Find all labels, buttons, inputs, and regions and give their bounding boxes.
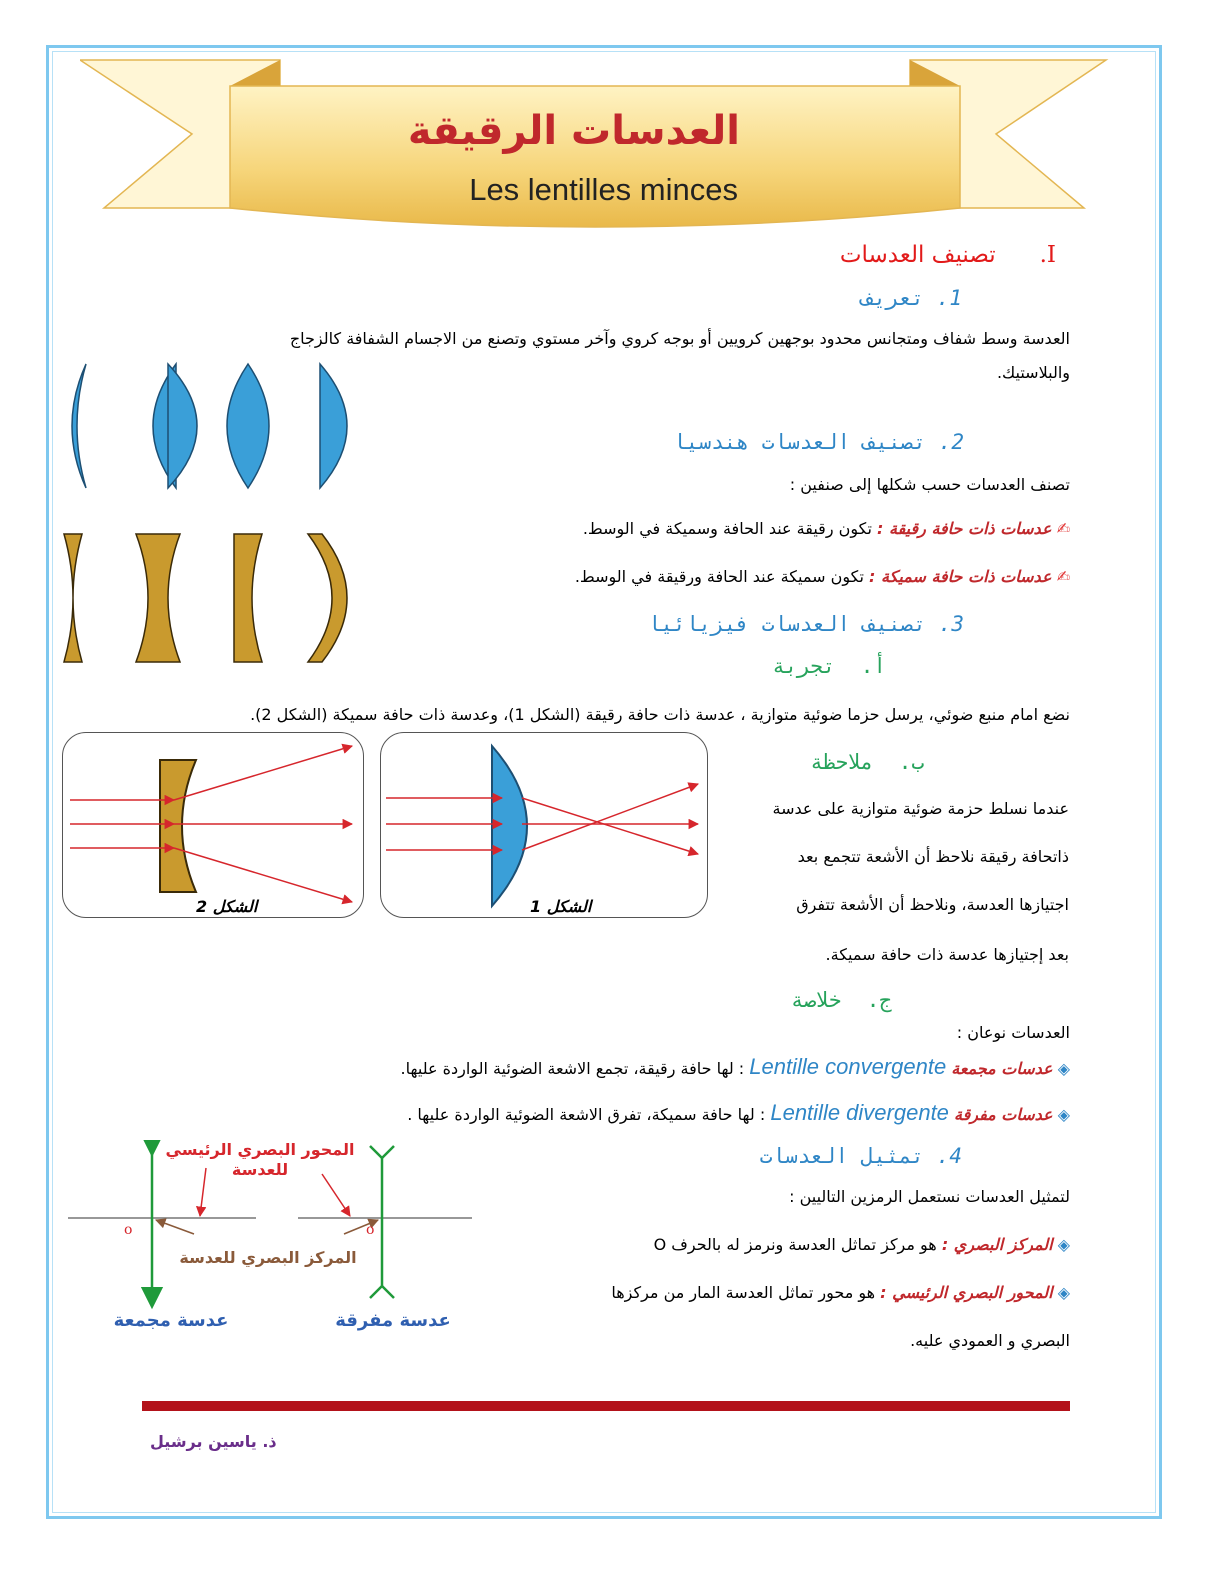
bullet-text: تكون سميكة عند الحافة ورقيقة في الوسط. xyxy=(574,567,869,586)
representation-intro: لتمثيل العدسات نستعمل الرمزين التاليين : xyxy=(789,1187,1070,1206)
biconvex-lens-shape xyxy=(227,364,269,488)
observation-title: ملاحظة xyxy=(810,750,874,774)
bullet-text: تكون رقيقة عند الحافة وسميكة في الوسط. xyxy=(582,519,878,538)
bullet-thin-edge xyxy=(390,514,1070,544)
subsection-4-number: 4. xyxy=(936,1144,962,1168)
diamond-bullet-icon: ◈ xyxy=(1057,1283,1070,1302)
conclusion-item-converging xyxy=(170,1052,1070,1084)
subsection-3-number: 3. xyxy=(938,612,964,636)
author-name: ذ. ياسين برشيل xyxy=(150,1432,277,1451)
experiment-text: نضع امام منبع ضوئي، يرسل حزما ضوئية متوازية ، عدسة ذات حافة رقيقة (الشكل 1)، وعدسة ذات حافة سميكة (الشكل 2). xyxy=(250,705,1070,724)
observation-label: ب. xyxy=(898,750,924,774)
definition-line-1: العدسة وسط شفاف ومتجانس محدود بوجهين كرويين أو بوجه كروي وآخر مستوي وتصنع من الاجسام الشفافة كالزجاج xyxy=(289,329,1070,348)
observation-heading xyxy=(810,750,924,774)
conclusion-intro: العدسات نوعان : xyxy=(956,1023,1070,1042)
axis-label-line-1: المحور البصري الرئيسي xyxy=(165,1140,355,1159)
observation-line-4: بعد إجتيازها عدسة ذات حافة سميكة. xyxy=(825,945,1069,964)
center-label: المركز البصري للعدسة xyxy=(179,1248,357,1267)
axis-label xyxy=(150,1140,370,1180)
subsection-4-title: تمثيل العدسات xyxy=(759,1144,925,1168)
figure-1-label: الشكل 1 xyxy=(530,897,592,916)
fig2-diverging-lens xyxy=(160,760,196,892)
converging-lenses-figure xyxy=(56,356,366,496)
page-title: العدسات الرقيقة xyxy=(407,108,740,154)
bullet-text: هو مركز تماثل العدسة ونرمز له بالحرف O xyxy=(653,1235,942,1254)
bullet-thick-edge xyxy=(390,562,1070,592)
bullet-term: المركز البصري : xyxy=(941,1235,1053,1254)
pen-icon: ✍ xyxy=(1056,567,1070,586)
experiment-heading xyxy=(772,654,886,678)
experiment-label: أ. xyxy=(860,654,886,678)
bullet-term: المحور البصري الرئيسي : xyxy=(880,1283,1053,1302)
section-title: تصنيف العدسات xyxy=(839,242,996,268)
diamond-bullet-icon: ◈ xyxy=(1057,1105,1070,1124)
bullet-term: عدسات ذات حافة رقيقة : xyxy=(877,519,1052,538)
bullet-term: عدسات مفرقة xyxy=(954,1105,1053,1124)
subsection-1-number: 1. xyxy=(936,286,962,310)
diamond-bullet-icon: ◈ xyxy=(1057,1235,1070,1254)
conclusion-title: خلاصة xyxy=(790,988,842,1012)
axis-label-line-2: للعدسة xyxy=(231,1160,289,1179)
diverging-lens-caption: عدسة مفرقة xyxy=(335,1310,451,1331)
subsection-1-heading xyxy=(861,286,962,310)
pen-icon: ✍ xyxy=(1056,519,1070,538)
subsection-1-title: تعريف xyxy=(860,286,925,310)
diverging-lenses-figure xyxy=(56,528,366,668)
section-number: I. xyxy=(1039,242,1056,268)
subsection-2-heading xyxy=(673,430,964,454)
section-heading xyxy=(840,242,1056,268)
bullet-term: عدسات ذات حافة سميكة : xyxy=(869,567,1052,586)
subsection-4-heading xyxy=(760,1144,962,1168)
bullet-text: : لها حافة سميكة، تفرق الاشعة الضوئية الواردة عليها . xyxy=(407,1105,771,1124)
biconcave-lens-shape xyxy=(136,534,180,662)
bullet-text: : لها حافة رقيقة، تجمع الاشعة الضوئية الواردة عليها. xyxy=(400,1059,750,1078)
figure-2-label: الشكل 2 xyxy=(196,897,258,916)
observation-line-2: ذاتحافة رقيقة نلاحظ أن الأشعة تتجمع بعد xyxy=(797,847,1069,866)
experiment-title: تجربة xyxy=(772,654,836,678)
optical-axis-item xyxy=(510,1278,1070,1308)
page-subtitle: Les lentilles minces xyxy=(469,172,738,207)
plano-convex-lens-shape-2 xyxy=(320,364,347,488)
subsection-3-title: تصنيف العدسات فيزيائيا xyxy=(647,612,927,636)
bullet-term: عدسات مجمعة xyxy=(951,1059,1053,1078)
plano-concave-lens-shape xyxy=(234,534,262,662)
geometric-intro: تصنف العدسات حسب شكلها إلى صنفين : xyxy=(789,475,1070,494)
observation-line-3: اجتيازها العدسة، ونلاحظ أن الأشعة تتفرق xyxy=(796,895,1069,914)
footer-divider xyxy=(142,1401,1070,1411)
definition-line-2: والبلاستيك. xyxy=(996,363,1070,382)
subsection-2-title: تصنيف العدسات هندسيا xyxy=(673,430,927,454)
bullet-text: هو محور تماثل العدسة المار من مركزها xyxy=(611,1283,881,1302)
concave-plano-lens-shape xyxy=(64,534,82,662)
o-label-left: o xyxy=(124,1222,133,1238)
french-term: Lentille divergente xyxy=(770,1100,949,1125)
optical-axis-item-cont: البصري و العمودي عليه. xyxy=(910,1331,1070,1350)
conclusion-item-diverging xyxy=(170,1098,1070,1130)
ray-diagrams xyxy=(62,732,708,918)
subsection-2-number: 2. xyxy=(938,430,964,454)
fig1-converging-lens xyxy=(492,746,527,906)
subsection-3-heading xyxy=(648,612,964,636)
o-label-right: o xyxy=(366,1222,375,1238)
conclusion-label: ج. xyxy=(866,988,892,1012)
meniscus-lens-shape xyxy=(72,364,86,488)
french-term: Lentille convergente xyxy=(749,1054,947,1079)
diamond-bullet-icon: ◈ xyxy=(1057,1059,1070,1078)
meniscus-diverging-lens-shape xyxy=(308,534,347,662)
converging-lens-caption: عدسة مجمعة xyxy=(113,1310,229,1331)
conclusion-heading xyxy=(791,988,892,1012)
observation-line-1: عندما نسلط حزمة ضوئية متوازية على عدسة xyxy=(772,799,1069,818)
optical-center-item xyxy=(550,1230,1070,1260)
